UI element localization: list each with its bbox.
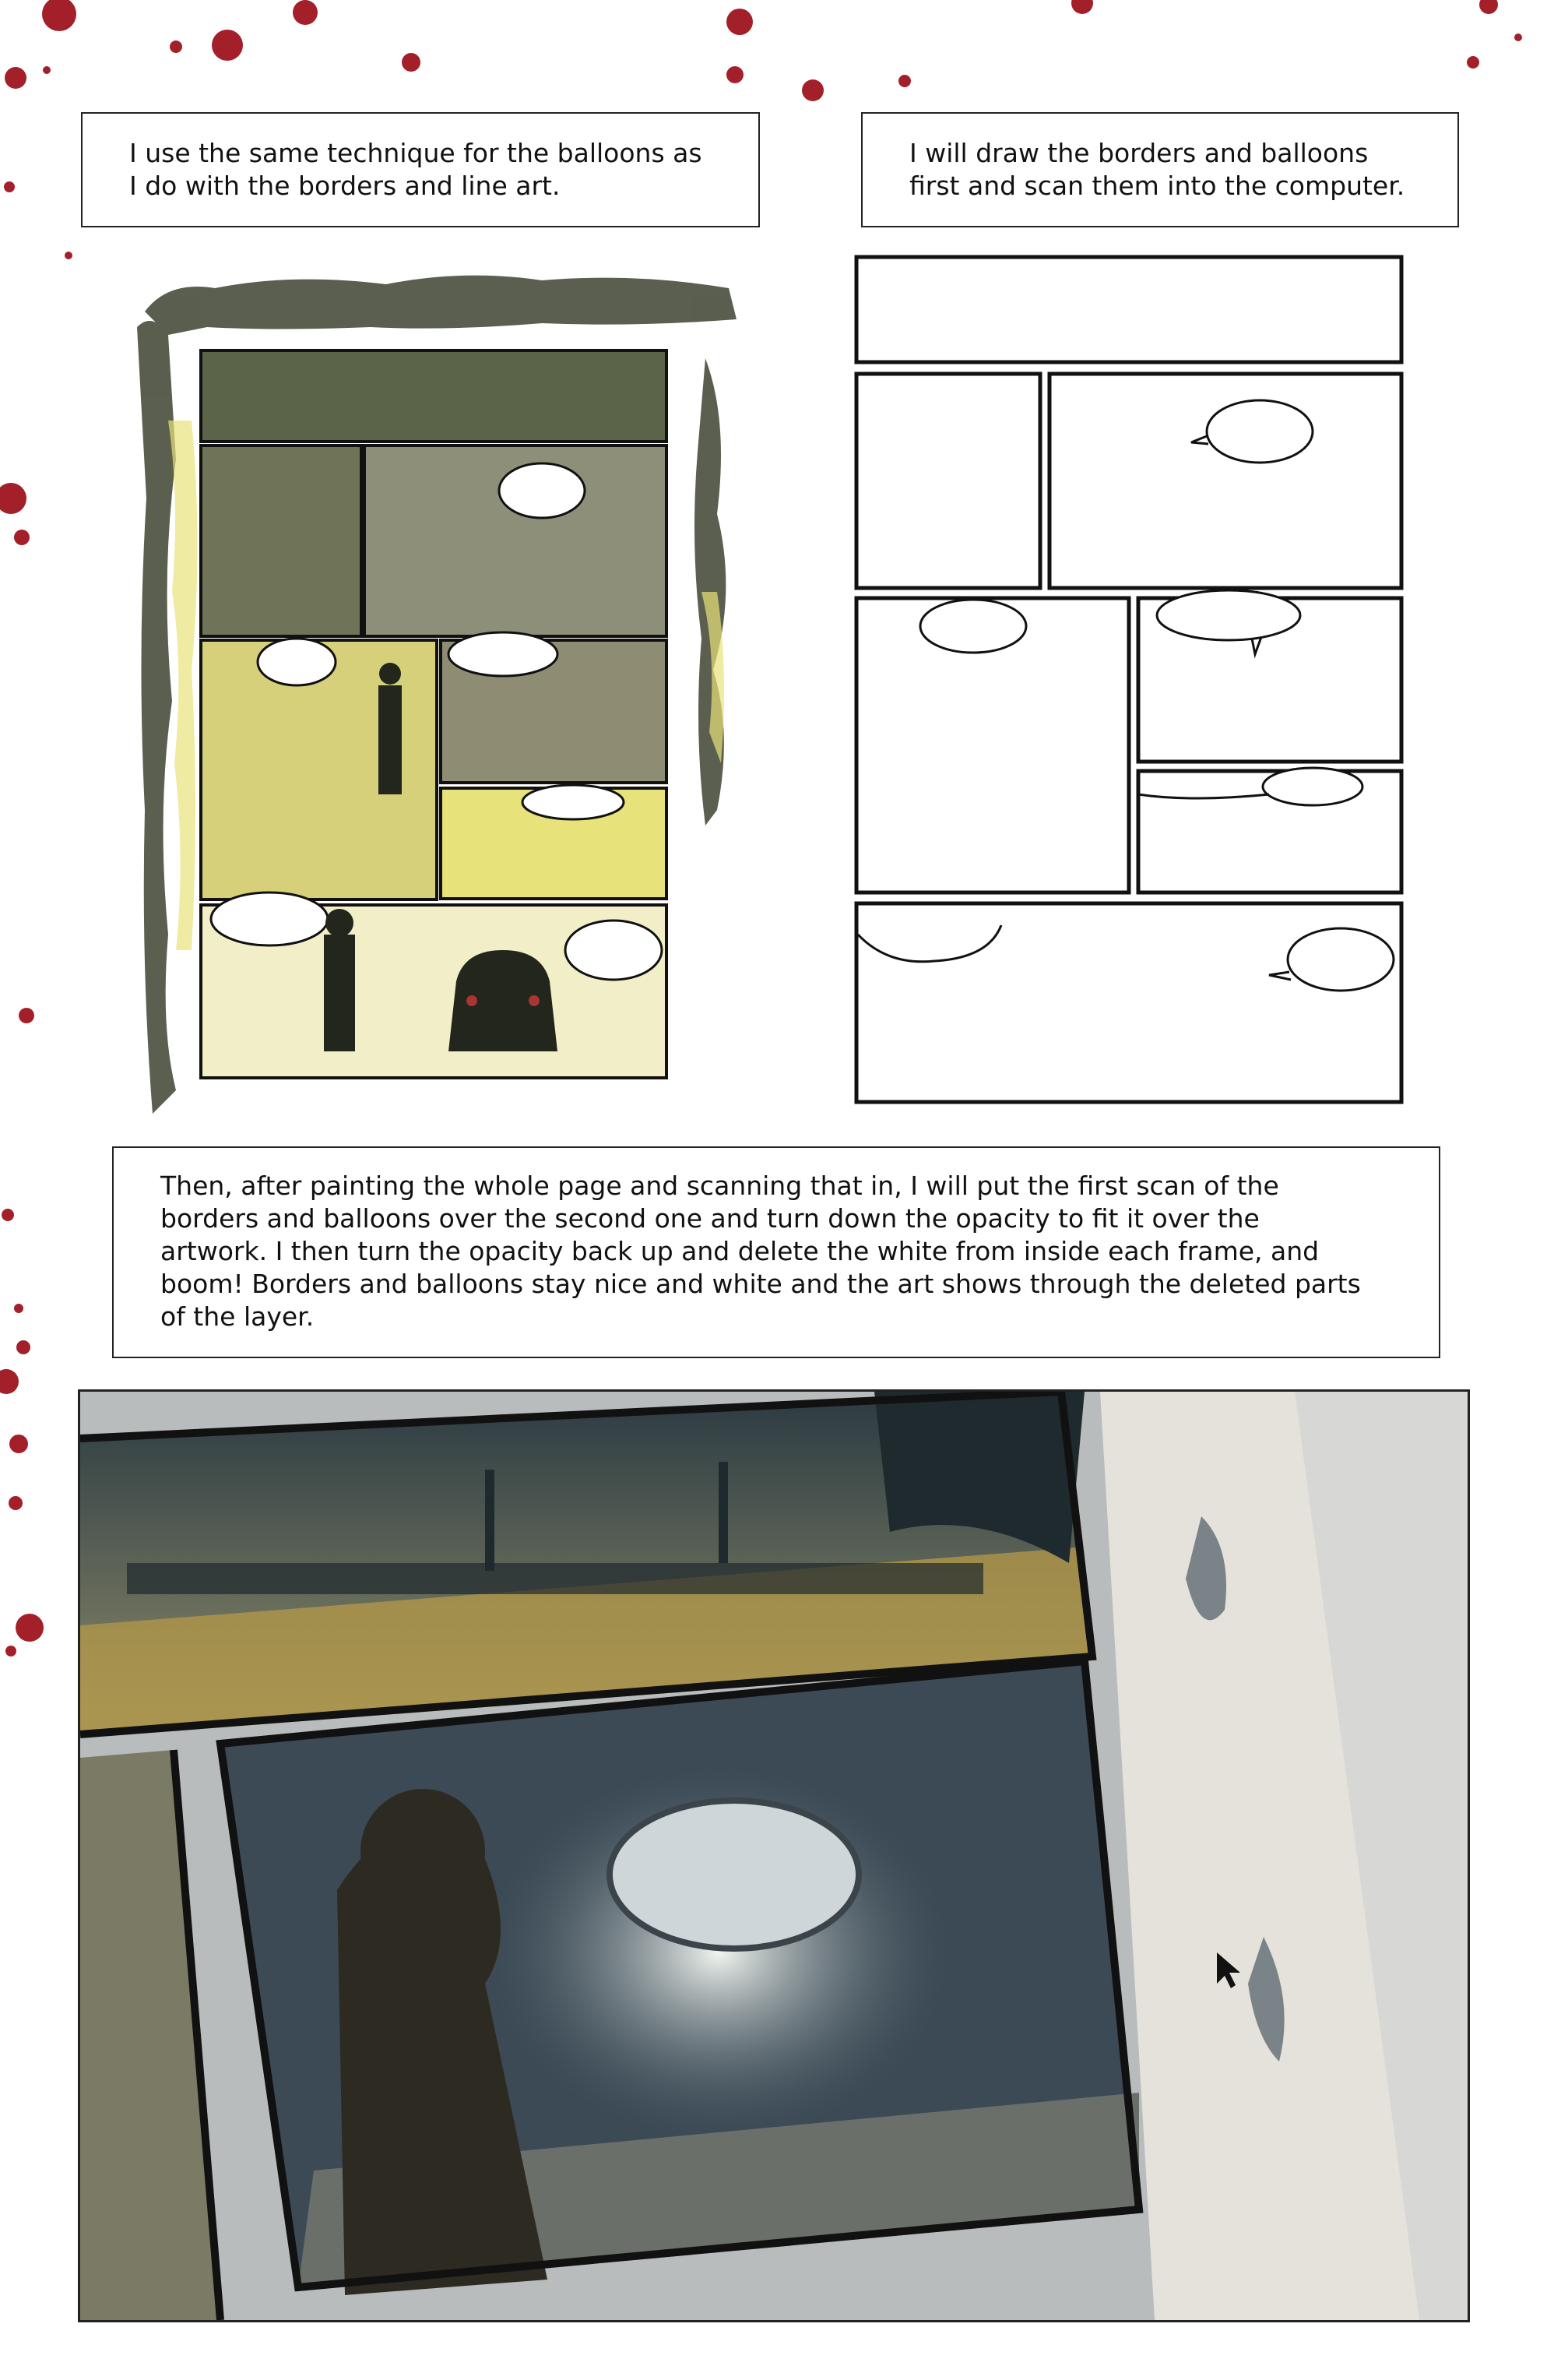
caption-draw-borders-first [861,112,1459,227]
caption-layering-process [112,1146,1440,1358]
caption-text: Then, after painting the whole page and scanning that in, I will put the first scan of the borders and balloons over the second one and turn down the opacity to fit it over the artwork. I then turn the opacity back up and delete the white from inside each frame, and boom! Borders and balloons stay nice and white and the art shows through the deleted parts of the layer. [160,1171,1361,1332]
caption-text: I will draw the borders and balloons first and scan them into the computer. [909,138,1405,201]
caption-text: I use the same technique for the balloons as I do with the borders and line art. [129,138,702,201]
caption-balloons-technique [81,112,760,227]
painted-comic-page [137,265,744,1121]
borders-and-balloons-line-page [849,249,1409,1110]
monitor-photo-composite [78,1389,1470,2322]
